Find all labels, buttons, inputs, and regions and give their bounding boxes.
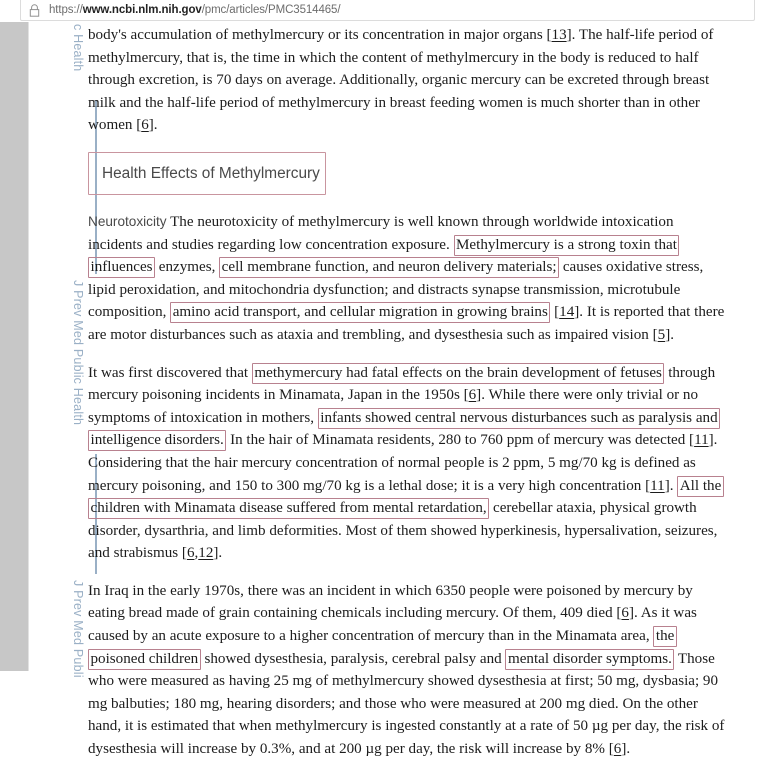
citation-link[interactable]: 6: [186, 545, 195, 562]
text-run: The neurotoxicity of methylmercury is well known through worldwide intoxication incidents and studies regarding low concentration exposure.: [88, 213, 674, 253]
run-in-heading-neurotoxicity: Neurotoxicity: [88, 213, 167, 229]
text-run: ].: [664, 477, 678, 494]
paragraph-iraq: [88, 580, 728, 761]
annotation-box-infant-disturbances: infants showed central nervous disturbances such as paralysis and intelligence disorders.: [88, 408, 720, 452]
text-run: It was first discovered that: [88, 364, 252, 381]
paragraph-neurotoxicity: [88, 211, 728, 347]
paragraph-minamata: [88, 362, 728, 565]
text-run: showed dysesthesia, paralysis, cerebral palsy and: [200, 650, 506, 667]
page-background-gutter: [0, 22, 28, 671]
annotation-box-mental-retardation: All the children with Minamata disease suffered from mental retardation,: [88, 476, 724, 520]
address-bar-url: [49, 4, 340, 16]
text-run: ].: [213, 545, 223, 562]
url-path: /pmc/articles/PMC3514465/: [201, 4, 341, 16]
citation-link[interactable]: 6: [141, 117, 149, 134]
citation-link[interactable]: 5: [657, 326, 666, 343]
text-run: ,: [194, 545, 199, 562]
text-run: [: [550, 304, 560, 321]
citation-link[interactable]: 11: [694, 432, 709, 449]
article-body: [88, 24, 728, 776]
text-run: In Iraq in the early 1970s, there was an incident in which 6350 people were poisoned by mercury by eating bread made of grain containing chemicals including mercury. Of them, 409 died [: [88, 582, 693, 622]
text-run: causes oxidative stress, lipid peroxidation, and mitochondria dysfunction; and distracts synapse transmission, microtubule composition,: [88, 259, 704, 321]
url-domain: www.ncbi.nlm.nih.gov: [82, 4, 202, 16]
annotation-box-amino-acid: amino acid transport, and cellular migration in growing brains: [170, 302, 550, 323]
padlock-icon: [29, 4, 40, 17]
citation-link[interactable]: 12: [198, 545, 214, 562]
annotation-box-mental-disorder: mental disorder symptoms.: [505, 649, 674, 670]
citation-link[interactable]: 13: [551, 27, 567, 43]
annotation-box-fetus-brain: methymercury had fatal effects on the brain development of fetuses: [252, 363, 665, 384]
citation-link[interactable]: 14: [559, 304, 575, 321]
browser-chrome: [0, 0, 760, 22]
annotation-box-cell-membrane: cell membrane function, and neuron delivery materials;: [219, 257, 559, 278]
text-run: cerebellar ataxia, physical growth disorder, dysarthria, and limb deformities. Most of them showed hyperkinesis, hypersalivation, seizures, and strabismus [: [88, 500, 718, 562]
text-run: through mercury poisoning incidents in Minamata, Japan in the 1950s [: [88, 364, 716, 404]
paragraph-half-life: [88, 24, 728, 137]
text-run: enzymes,: [155, 259, 220, 276]
citation-link[interactable]: 11: [650, 477, 665, 494]
text-run: ].: [665, 326, 674, 343]
text-run: ]. Considering that the hair mercury concentration of normal people is 2 ppm, 5 mg/70 kg is defined as mercury poisoning, and 150 to 300 mg/70 kg is a lethal dose; it is a very high concentration [: [88, 432, 718, 494]
url-scheme: https://: [49, 4, 83, 16]
text-run: In the hair of Minamata residents, 280 to 760 ppm of mercury was detected [: [226, 432, 695, 449]
text-run: body's accumulation of methylmercury or its concentration in major organs [: [88, 27, 552, 43]
address-bar[interactable]: [20, 0, 755, 21]
text-run: ].: [148, 117, 158, 134]
journal-spine-label-middle: J Prev Med Public Health: [71, 280, 85, 426]
section-heading-health-effects: Health Effects of Methylmercury: [88, 152, 326, 195]
journal-spine-label-top: c Health: [71, 24, 85, 72]
text-run: ]. It is reported that there are motor disturbances such as ataxia and trembling, and dysesthesia such as impaired vision [: [88, 304, 725, 343]
text-run: ]. While there were only trivial or no symptoms of intoxication in mothers,: [88, 387, 699, 426]
citation-link[interactable]: 6: [621, 605, 629, 622]
text-run: ]. As it was caused by an acute exposure to a higher concentration of mercury than in the Minamata area,: [88, 605, 697, 645]
text-run: Those who were measured as having 25 mg of methylmercury showed dysesthesia at first; 50 mg, dysbasia; 90 mg balbuties; 180 mg, hearing disorders; and those who were measured at 200 mg died. On the other hand, it is estimated that when methylmercury is ingested constantly at a rate of 50 µg per day, the risk of dysesthesia will increase by 0.3%, and at 200 µg per day, the risk will increase by 8% [: [88, 650, 725, 758]
citation-link[interactable]: 6: [468, 387, 477, 404]
journal-spine-label-bottom: J Prev Med Publi: [71, 580, 85, 678]
annotation-box-poisoned-children: the poisoned children: [88, 626, 677, 670]
citation-link[interactable]: 6: [613, 741, 622, 758]
text-run: ]. The half-life period of methylmercury, that is, the time in which the content of methylmercury in the body is reduced to half through excretion, is 70 days on average. Additionally, organic mercury can be excreted through breast milk and the half-life period of methylmercury in breast feeding women is much shorter than in other women [: [88, 27, 714, 134]
annotation-box-strong-toxin: Methylmercury is a strong toxin that influences: [88, 235, 679, 279]
text-run: ].: [621, 741, 631, 758]
